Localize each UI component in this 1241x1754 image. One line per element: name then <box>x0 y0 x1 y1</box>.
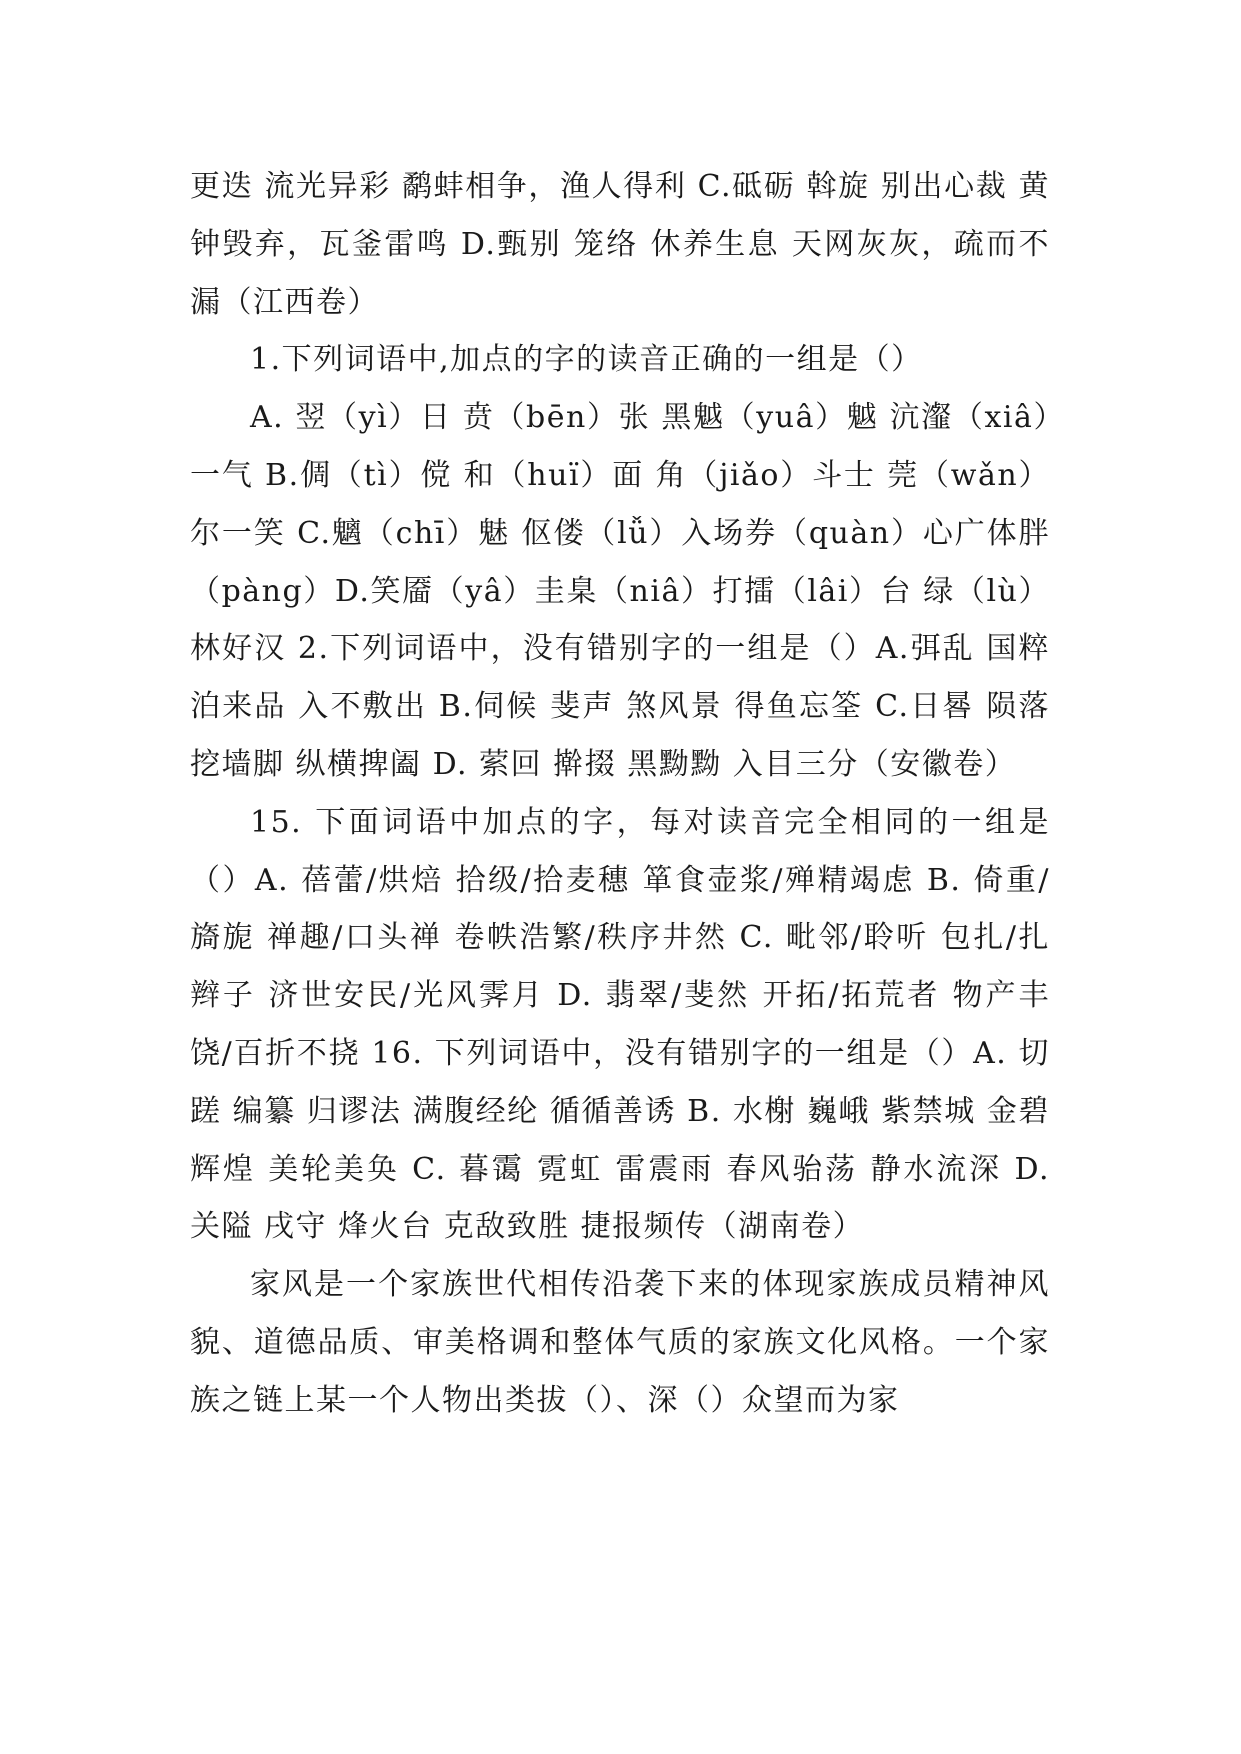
paragraph-question-1-options: A. 翌（yì）日 贲（bēn）张 黑魆（yuâ）魆 沆瀣（xiâ）一气 B.倜（tì）傥 和（huï）面 角（jiǎo）斗士 莞（wǎn）尔一笑 C.魑（chī）魅 伛偻（lǚ）入场券（quàn）心广体胖（pàng）D.笑靥（yâ）圭臬（niâ）打擂（lâi）台 绿（lù）林好汉 2.下列词语中，没有错别字的一组是（）A.弭乱 国粹 泊来品 入不敷出 B.伺候 斐声 煞风景 得鱼忘筌 C.日晷 陨落 挖墙脚 纵横捭阖 D. 萦回 擀掇 黑黝黝 入目三分（安徽卷） <box>190 400 1050 782</box>
paragraph-continuation: 更迭 流光异彩 鹬蚌相争，渔人得利 C.砥砺 斡旋 别出心裁 黄钟毁弃，瓦釜雷鸣 D.甄别 笼络 休养生息 天网灰灰，疏而不漏（江西卷） <box>190 169 1050 320</box>
paragraph-question-1: 1.下列词语中,加点的字的读音正确的一组是（） <box>250 342 923 378</box>
paragraph-family-style: 家风是一个家族世代相传沿袭下来的体现家族成员精神风貌、道德品质、审美格调和整体气质的家族文化风格。一个家族之链上某一个人物出类拔（）、深（）众望而为家 <box>190 1267 1050 1418</box>
document-body <box>190 158 1050 1430</box>
paragraph-question-15: 15. 下面词语中加点的字，每对读音完全相同的一组是（）A. 蓓蕾/烘焙 拾级/拾麦穗 箪食壶浆/殚精竭虑 B. 倚重/旖旎 禅趣/口头禅 卷帙浩繁/秩序井然 C. 毗邻/聆听 包扎/扎辫子 济世安民/光风霁月 D. 翡翠/斐然 开拓/拓荒者 物产丰饶/百折不挠 16. 下列词语中，没有错别字的一组是（）A. 切蹉 编纂 归谬法 满腹经纶 循循善诱 B. 水榭 巍峨 紫禁城 金碧辉煌 美轮美奂 C. 暮霭 霓虹 雷震雨 春风骀荡 静水流深 D. 关隘 戌守 烽火台 克敌致胜 捷报频传（湖南卷） <box>190 804 1050 1245</box>
